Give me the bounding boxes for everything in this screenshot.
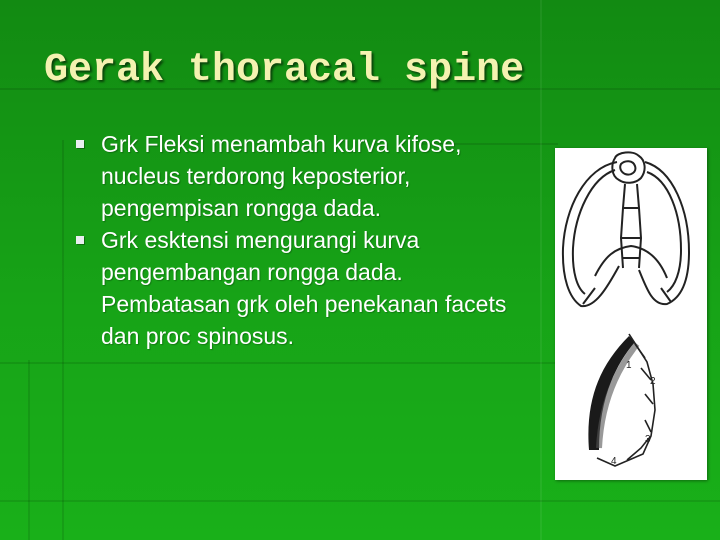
spine-illustration xyxy=(555,148,707,480)
lateral-spine-drawing xyxy=(588,334,655,466)
background-stripe xyxy=(540,0,542,540)
slide-title: Gerak thoracal spine xyxy=(44,48,525,93)
bullet-list xyxy=(76,128,516,352)
figure-label: 4 xyxy=(611,456,617,467)
background-stripe xyxy=(62,140,64,540)
figure-label: 1 xyxy=(626,360,632,371)
background-stripe xyxy=(28,360,30,540)
bullet-item xyxy=(76,224,516,352)
ribcage-drawing xyxy=(563,152,689,306)
bullet-text: Grk Fleksi menambah kurva kifose, nucleus terdorong keposterior, pengempisan rongga dada. xyxy=(101,131,462,221)
figure-label: 3 xyxy=(645,434,651,445)
square-bullet-icon xyxy=(76,140,84,148)
background-stripe xyxy=(0,362,560,364)
background-stripe xyxy=(0,500,720,502)
thorax-diagram xyxy=(555,148,707,480)
bullet-text: Grk esktensi mengurangi kurva pengembangan rongga dada. Pembatasan grk oleh penekanan facets dan proc spinosus. xyxy=(101,227,507,349)
bullet-item xyxy=(76,128,516,224)
figure-label: 2 xyxy=(650,376,656,387)
square-bullet-icon xyxy=(76,236,84,244)
